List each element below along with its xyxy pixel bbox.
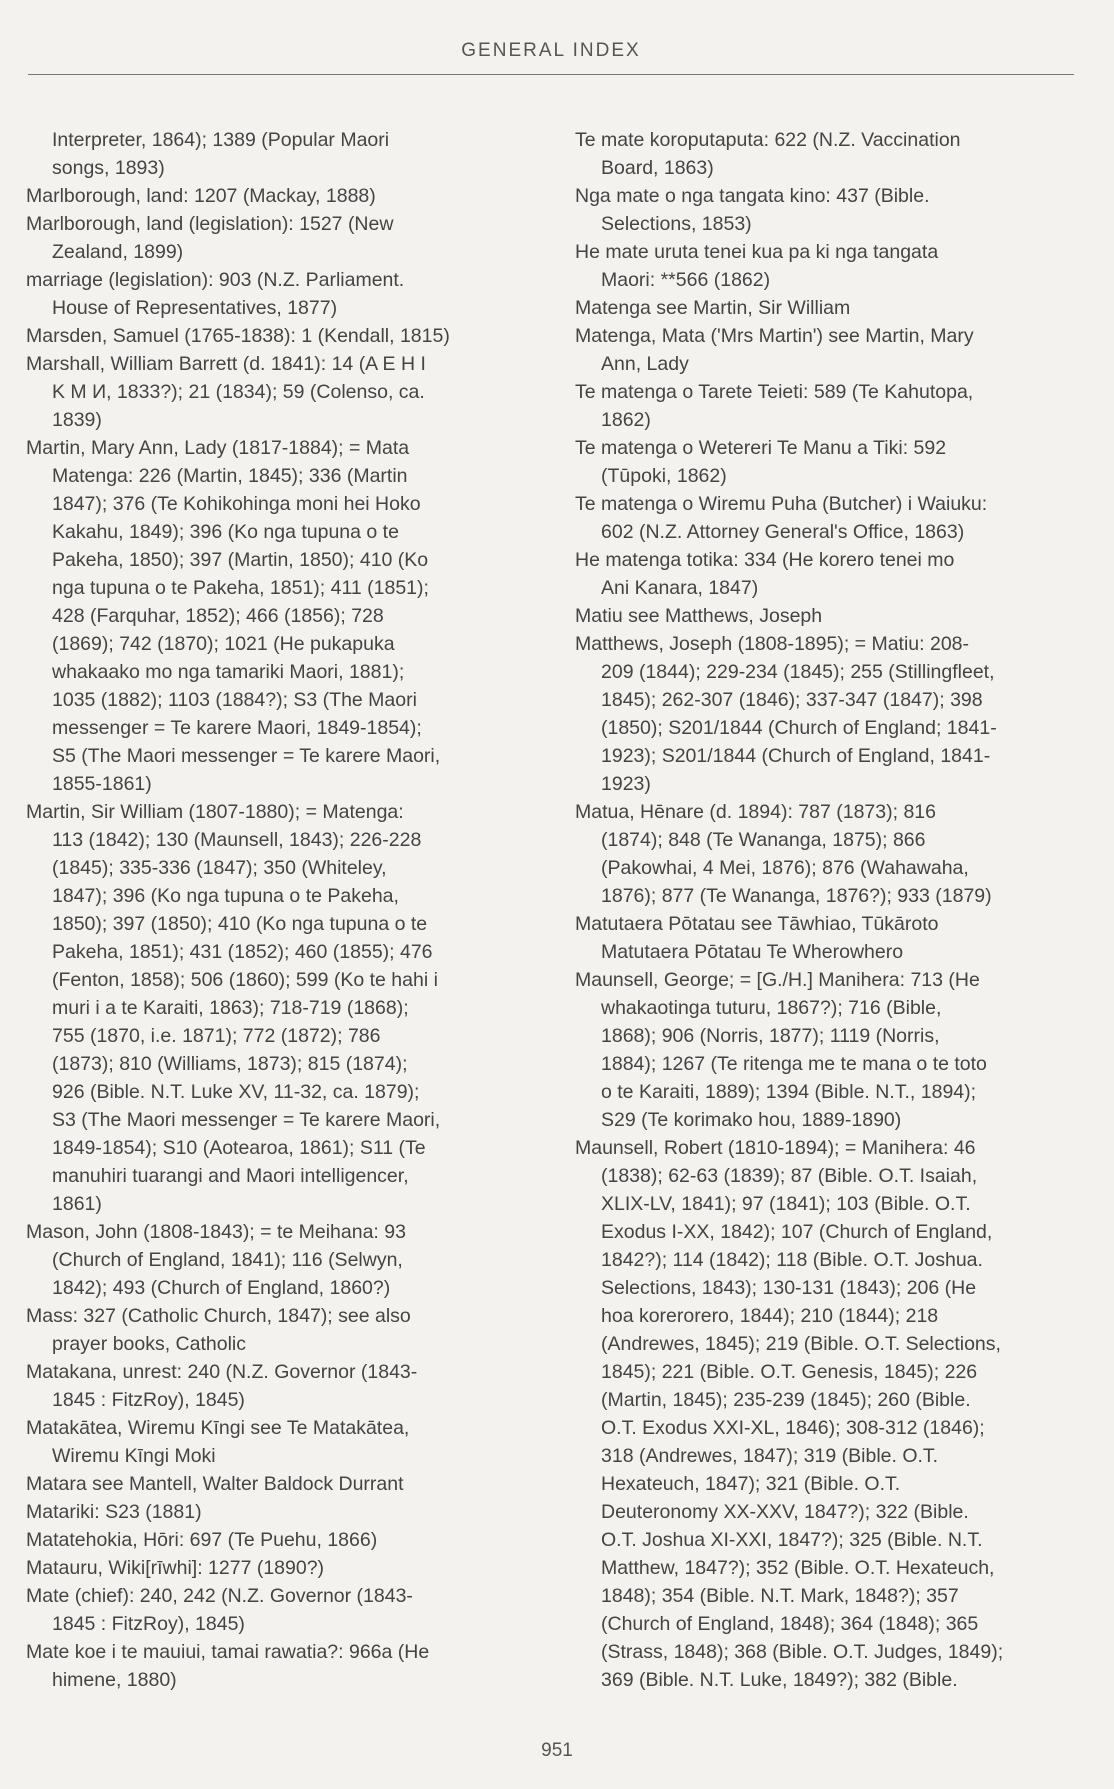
index-entry-continuation: 1847); 396 (Ko nga tupuna o te Pakeha,: [52, 885, 399, 907]
index-entry-continuation: (1874); 848 (Te Wananga, 1875); 866: [601, 829, 926, 851]
index-entry-continuation: 1845 : FitzRoy), 1845): [52, 1389, 245, 1411]
index-entry-continuation: Pakeha, 1851); 431 (1852); 460 (1855); 476: [52, 941, 433, 963]
index-entry-line: Matara see Mantell, Walter Baldock Durrant: [26, 1473, 404, 1495]
index-entry: [575, 630, 1075, 798]
index-entry-line: Te matenga o Wetereri Te Manu a Tiki: 592: [575, 437, 947, 459]
index-entry-line: Marlborough, land (legislation): 1527 (New: [26, 213, 394, 235]
index-entry-line: Te mate koroputaputa: 622 (N.Z. Vaccination: [575, 129, 961, 151]
index-entry-continuation: nga tupuna o te Pakeha, 1851); 411 (1851);: [52, 577, 429, 599]
index-entry-continuation: K M И, 1833?); 21 (1834); 59 (Colenso, ca.: [52, 381, 425, 403]
index-entry-continuation: 1847); 376 (Te Kohikohinga moni hei Hoko: [52, 493, 421, 515]
index-entry: [26, 126, 526, 182]
index-entry-continuation: Zealand, 1899): [52, 241, 184, 263]
index-entry-continuation: whakaako mo nga tamariki Maori, 1881);: [52, 661, 405, 683]
index-entry-continuation: o te Karaiti, 1889); 1394 (Bible. N.T., 1894);: [601, 1081, 977, 1103]
index-entry-continuation: messenger = Te karere Maori, 1849-1854);: [52, 717, 422, 739]
index-entry-continuation: 1848); 354 (Bible. N.T. Mark, 1848?); 357: [601, 1585, 959, 1607]
index-entry: [26, 1582, 526, 1638]
index-entry-continuation: songs, 1893): [52, 157, 165, 179]
index-entry: [26, 1526, 526, 1554]
index-entry-continuation: O.T. Exodus XXI-XL, 1846); 308-312 (1846);: [601, 1417, 985, 1439]
index-entry-line: Marshall, William Barrett (d. 1841): 14 (A E H I: [26, 353, 426, 375]
index-entry-continuation: 209 (1844); 229-234 (1845); 255 (Stillingfleet,: [601, 661, 995, 683]
index-entry-continuation: himene, 1880): [52, 1669, 177, 1691]
index-entry-continuation: muri i a te Karaiti, 1863); 718-719 (1868);: [52, 997, 409, 1019]
index-entry-line: Matenga, Mata ('Mrs Martin') see Martin, Mary: [575, 325, 974, 347]
index-entry-continuation: Ani Kanara, 1847): [601, 577, 759, 599]
index-entry-line: Nga mate o nga tangata kino: 437 (Bible.: [575, 185, 930, 207]
index-entry-line: Matakātea, Wiremu Kīngi see Te Matakātea,: [26, 1417, 410, 1439]
index-column-right: [575, 126, 1075, 1694]
index-entry: [575, 126, 1075, 182]
index-entry-continuation: (Church of England, 1848); 364 (1848); 365: [601, 1613, 979, 1635]
index-entry-continuation: Exodus I-XX, 1842); 107 (Church of England,: [601, 1221, 993, 1243]
index-entry-continuation: 1923): [601, 773, 651, 795]
index-entry: [575, 322, 1075, 378]
index-entry: [575, 910, 1075, 966]
index-entry-line: Matakana, unrest: 240 (N.Z. Governor (1843-: [26, 1361, 418, 1383]
index-entry: [26, 1358, 526, 1414]
index-entry-continuation: (1873); 810 (Williams, 1873); 815 (1874);: [52, 1053, 408, 1075]
index-entry-continuation: 755 (1870, i.e. 1871); 772 (1872); 786: [52, 1025, 381, 1047]
index-entry-continuation: prayer books, Catholic: [52, 1333, 247, 1355]
index-entry-continuation: manuhiri tuarangi and Maori intelligencer,: [52, 1165, 409, 1187]
index-entry-continuation: (Strass, 1848); 368 (Bible. O.T. Judges, 1849);: [601, 1641, 1004, 1663]
index-entry-continuation: Matthew, 1847?); 352 (Bible. O.T. Hexateuch,: [601, 1557, 995, 1579]
index-entry-continuation: (1845); 335-336 (1847); 350 (Whiteley,: [52, 857, 387, 879]
index-entry: [26, 1554, 526, 1582]
index-entry-continuation: 1842); 493 (Church of England, 1860?): [52, 1277, 391, 1299]
index-entry: [26, 798, 526, 1218]
index-entry-continuation: 1839): [52, 409, 102, 431]
index-entry-continuation: 1868); 906 (Norris, 1877); 1119 (Norris,: [601, 1025, 940, 1047]
index-entry-continuation: Ann, Lady: [601, 353, 689, 375]
index-entry-continuation: Kakahu, 1849); 396 (Ko nga tupuna o te: [52, 521, 399, 543]
index-entry: [575, 966, 1075, 1134]
index-entry-continuation: House of Representatives, 1877): [52, 297, 338, 319]
index-entry-continuation: 1876); 877 (Te Wananga, 1876?); 933 (1879): [601, 885, 992, 907]
index-entry-line: Interpreter, 1864); 1389 (Popular Maori: [52, 129, 390, 151]
index-entry-continuation: S29 (Te korimako hou, 1889-1890): [601, 1109, 902, 1131]
index-entry: [575, 294, 1075, 322]
index-entry-continuation: 1845 : FitzRoy), 1845): [52, 1613, 245, 1635]
index-entry-line: Matenga see Martin, Sir William: [575, 297, 851, 319]
index-entry: [575, 602, 1075, 630]
index-entry-line: Marsden, Samuel (1765-1838): 1 (Kendall, 1815): [26, 325, 450, 347]
index-entry: [575, 378, 1075, 434]
index-entry-line: Mason, John (1808-1843); = te Meihana: 93: [26, 1221, 406, 1243]
index-entry: [575, 546, 1075, 602]
index-entry-continuation: O.T. Joshua XI-XXI, 1847?); 325 (Bible. N.T.: [601, 1529, 983, 1551]
index-entry: [26, 266, 526, 322]
index-entry: [575, 182, 1075, 238]
index-entry-continuation: 369 (Bible. N.T. Luke, 1849?); 382 (Bible.: [601, 1669, 958, 1691]
running-header: GENERAL INDEX: [461, 40, 641, 61]
index-entry-continuation: Deuteronomy XX-XXV, 1847?); 322 (Bible.: [601, 1501, 969, 1523]
index-entry: [26, 350, 526, 434]
index-entry-continuation: 1855-1861): [52, 773, 152, 795]
index-entry-line: Matutaera Pōtatau see Tāwhiao, Tūkāroto: [575, 913, 939, 935]
page-number: 951: [541, 1740, 573, 1761]
index-entry: [26, 1638, 526, 1694]
index-entry: [26, 1470, 526, 1498]
index-entry-continuation: Maori: **566 (1862): [601, 269, 771, 291]
index-entry-continuation: 1845); 221 (Bible. O.T. Genesis, 1845); 226: [601, 1361, 978, 1383]
index-entry-continuation: Matutaera Pōtatau Te Wherowhero: [601, 941, 904, 963]
index-entry-line: Mass: 327 (Catholic Church, 1847); see also: [26, 1305, 411, 1327]
index-entry-line: Martin, Sir William (1807-1880); = Matenga:: [26, 801, 404, 823]
index-entry-continuation: 428 (Farquhar, 1852); 466 (1856); 728: [52, 605, 384, 627]
index-entry-continuation: S3 (The Maori messenger = Te karere Maori,: [52, 1109, 441, 1131]
index-entry-line: Mate (chief): 240, 242 (N.Z. Governor (1843-: [26, 1585, 413, 1607]
index-entry-continuation: 1849-1854); S10 (Aotearoa, 1861); S11 (Te: [52, 1137, 426, 1159]
index-entry: [26, 1218, 526, 1302]
index-entry-continuation: (Fenton, 1858); 506 (1860); 599 (Ko te hahi i: [52, 969, 438, 991]
index-entry-continuation: (1869); 742 (1870); 1021 (He pukapuka: [52, 633, 395, 655]
index-entry-line: Te matenga o Tarete Teieti: 589 (Te Kahutopa,: [575, 381, 974, 403]
index-entry-line: Marlborough, land: 1207 (Mackay, 1888): [26, 185, 376, 207]
index-entry-continuation: Selections, 1843); 130-131 (1843); 206 (He: [601, 1277, 977, 1299]
index-entry-continuation: 1035 (1882); 1103 (1884?); S3 (The Maori: [52, 689, 417, 711]
index-entry-continuation: (Tūpoki, 1862): [601, 465, 727, 487]
index-entry-continuation: Pakeha, 1850); 397 (Martin, 1850); 410 (Ko: [52, 549, 429, 571]
index-entry-continuation: (1850); S201/1844 (Church of England; 1841-: [601, 717, 997, 739]
index-entry-continuation: (Martin, 1845); 235-239 (1845); 260 (Bible.: [601, 1389, 971, 1411]
index-entry-continuation: (Andrewes, 1845); 219 (Bible. O.T. Selections,: [601, 1333, 1001, 1355]
index-entry-continuation: S5 (The Maori messenger = Te karere Maori,: [52, 745, 441, 767]
index-entry-continuation: 1884); 1267 (Te ritenga me te mana o te toto: [601, 1053, 987, 1075]
index-entry: [575, 434, 1075, 490]
index-entry: [575, 238, 1075, 294]
index-entry-continuation: 1842?); 114 (1842); 118 (Bible. O.T. Joshua.: [601, 1249, 983, 1271]
index-entry: [26, 434, 526, 798]
index-entry: [26, 182, 526, 210]
index-entry-continuation: 926 (Bible. N.T. Luke XV, 11-32, ca. 1879);: [52, 1081, 420, 1103]
index-entry-continuation: 602 (N.Z. Attorney General's Office, 1863): [601, 521, 965, 543]
header-rule: [28, 74, 1074, 75]
index-entry-line: Mate koe i te mauiui, tamai rawatia?: 966a (He: [26, 1641, 430, 1663]
index-entry-line: marriage (legislation): 903 (N.Z. Parliament.: [26, 269, 405, 291]
index-entry-continuation: 1845); 262-307 (1846); 337-347 (1847); 398: [601, 689, 983, 711]
index-entry-continuation: (1838); 62-63 (1839); 87 (Bible. O.T. Isaiah,: [601, 1165, 978, 1187]
index-column-left: [26, 126, 526, 1694]
index-entry-continuation: XLIX-LV, 1841); 97 (1841); 103 (Bible. O.T.: [601, 1193, 971, 1215]
index-entry-continuation: Board, 1863): [601, 157, 714, 179]
index-entry: [575, 798, 1075, 910]
index-entry-line: Te matenga o Wiremu Puha (Butcher) i Waiuku:: [575, 493, 988, 515]
index-entry-line: Martin, Mary Ann, Lady (1817-1884); = Mata: [26, 437, 410, 459]
index-entry-continuation: hoa korerorero, 1844); 210 (1844); 218: [601, 1305, 939, 1327]
index-entry-line: Matatehokia, Hōri: 697 (Te Puehu, 1866): [26, 1529, 378, 1551]
index-entry-line: Maunsell, Robert (1810-1894); = Manihera: 46: [575, 1137, 976, 1159]
index-entry-continuation: Selections, 1853): [601, 213, 752, 235]
index-entry-line: Maunsell, George; = [G./H.] Manihera: 713 (He: [575, 969, 980, 991]
index-entry: [575, 1134, 1075, 1694]
index-entry-continuation: 1923); S201/1844 (Church of England, 1841-: [601, 745, 991, 767]
index-entry-continuation: 318 (Andrewes, 1847); 319 (Bible. O.T.: [601, 1445, 939, 1467]
index-entry: [26, 1302, 526, 1358]
index-entry-continuation: Wiremu Kīngi Moki: [52, 1445, 216, 1467]
index-entry-continuation: 113 (1842); 130 (Maunsell, 1843); 226-228: [52, 829, 422, 851]
index-entry-line: Matariki: S23 (1881): [26, 1501, 202, 1523]
index-entry: [26, 1498, 526, 1526]
index-entry: [26, 1414, 526, 1470]
index-entry-line: Matthews, Joseph (1808-1895); = Matiu: 208-: [575, 633, 970, 655]
index-entry-line: He mate uruta tenei kua pa ki nga tangata: [575, 241, 939, 263]
index-entry-line: Matua, Hēnare (d. 1894): 787 (1873); 816: [575, 801, 936, 823]
index-entry: [26, 322, 526, 350]
index-entry-continuation: whakaotinga tuturu, 1867?); 716 (Bible,: [601, 997, 942, 1019]
index-entry: [26, 210, 526, 266]
index-entry-continuation: Hexateuch, 1847); 321 (Bible. O.T.: [601, 1473, 901, 1495]
index-entry: [575, 490, 1075, 546]
index-entry-line: Matiu see Matthews, Joseph: [575, 605, 823, 627]
index-entry-line: Matauru, Wiki[rīwhi]: 1277 (1890?): [26, 1557, 325, 1579]
index-entry-line: He matenga totika: 334 (He korero tenei mo: [575, 549, 955, 571]
index-entry-continuation: 1861): [52, 1193, 102, 1215]
index-entry-continuation: 1862): [601, 409, 651, 431]
index-entry-continuation: (Church of England, 1841); 116 (Selwyn,: [52, 1249, 403, 1271]
index-entry-continuation: (Pakowhai, 4 Mei, 1876); 876 (Wahawaha,: [601, 857, 969, 879]
index-entry-continuation: 1850); 397 (1850); 410 (Ko nga tupuna o te: [52, 913, 428, 935]
index-entry-continuation: Matenga: 226 (Martin, 1845); 336 (Martin: [52, 465, 408, 487]
